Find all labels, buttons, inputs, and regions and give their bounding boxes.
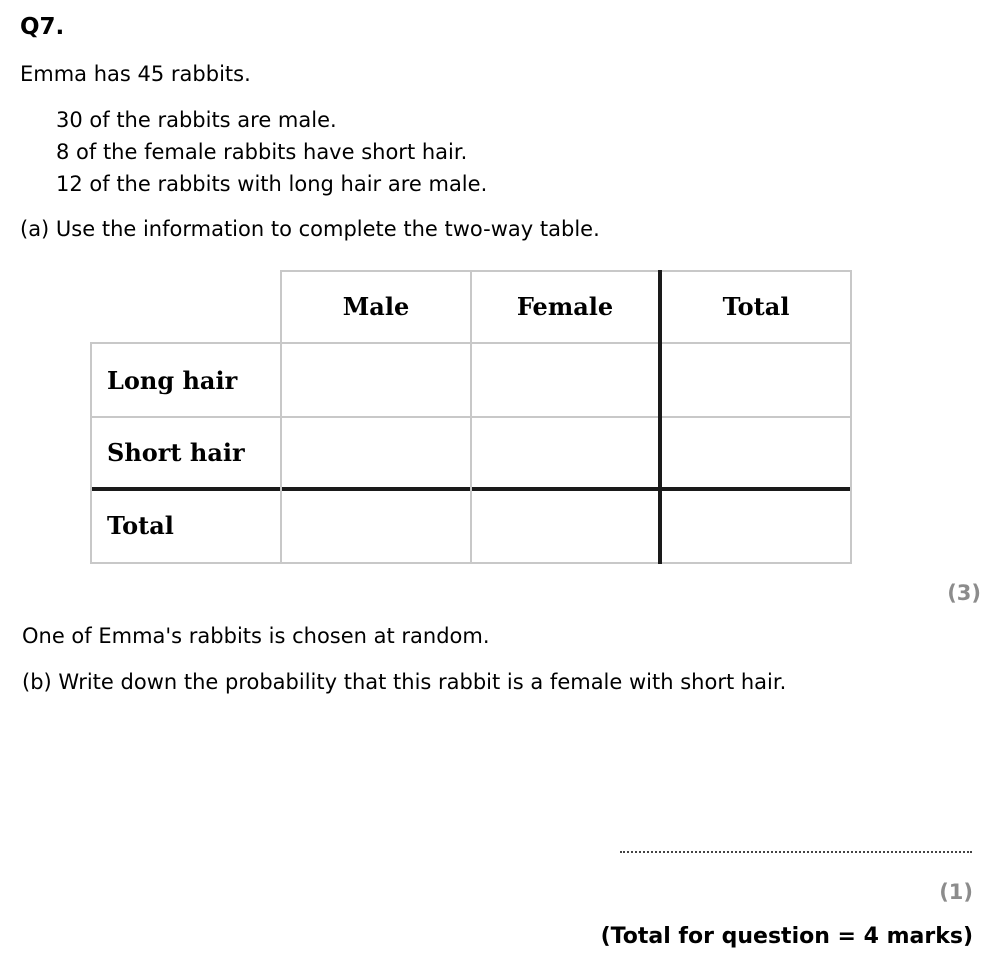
cell-long-total[interactable] bbox=[662, 344, 850, 416]
part-a-prompt: (a) Use the information to complete the two-way table. bbox=[20, 217, 600, 241]
row-header-long-hair: Long hair bbox=[107, 366, 238, 395]
answer-line[interactable] bbox=[620, 851, 972, 853]
part-a-marks: (3) bbox=[947, 581, 981, 605]
cell-total-female[interactable] bbox=[472, 491, 658, 562]
cell-short-male[interactable] bbox=[282, 418, 470, 487]
fact-2: 8 of the female rabbits have short hair. bbox=[56, 140, 468, 164]
part-b-marks: (1) bbox=[939, 880, 973, 904]
fact-3: 12 of the rabbits with long hair are male. bbox=[56, 172, 488, 196]
cell-short-total[interactable] bbox=[662, 418, 850, 487]
random-choice-statement: One of Emma's rabbits is chosen at random. bbox=[22, 624, 490, 648]
total-marks: (Total for question = 4 marks) bbox=[600, 924, 973, 949]
table-line bbox=[90, 342, 92, 564]
row-header-short-hair: Short hair bbox=[107, 438, 245, 467]
part-b-prompt: (b) Write down the probability that this rabbit is a female with short hair. bbox=[22, 670, 787, 694]
column-header-male: Male bbox=[342, 292, 410, 321]
fact-1: 30 of the rabbits are male. bbox=[56, 108, 337, 132]
cell-total-male[interactable] bbox=[282, 491, 470, 562]
cell-long-female[interactable] bbox=[472, 344, 658, 416]
cell-long-male[interactable] bbox=[282, 344, 470, 416]
column-header-total: Total bbox=[722, 292, 790, 321]
question-number: Q7. bbox=[20, 14, 65, 40]
column-header-female: Female bbox=[516, 292, 614, 321]
row-header-total: Total bbox=[107, 511, 174, 540]
table-line bbox=[850, 270, 852, 564]
cell-short-female[interactable] bbox=[472, 418, 658, 487]
question-intro: Emma has 45 rabbits. bbox=[20, 62, 251, 86]
cell-total-total[interactable] bbox=[662, 491, 850, 562]
table-line bbox=[280, 270, 852, 272]
